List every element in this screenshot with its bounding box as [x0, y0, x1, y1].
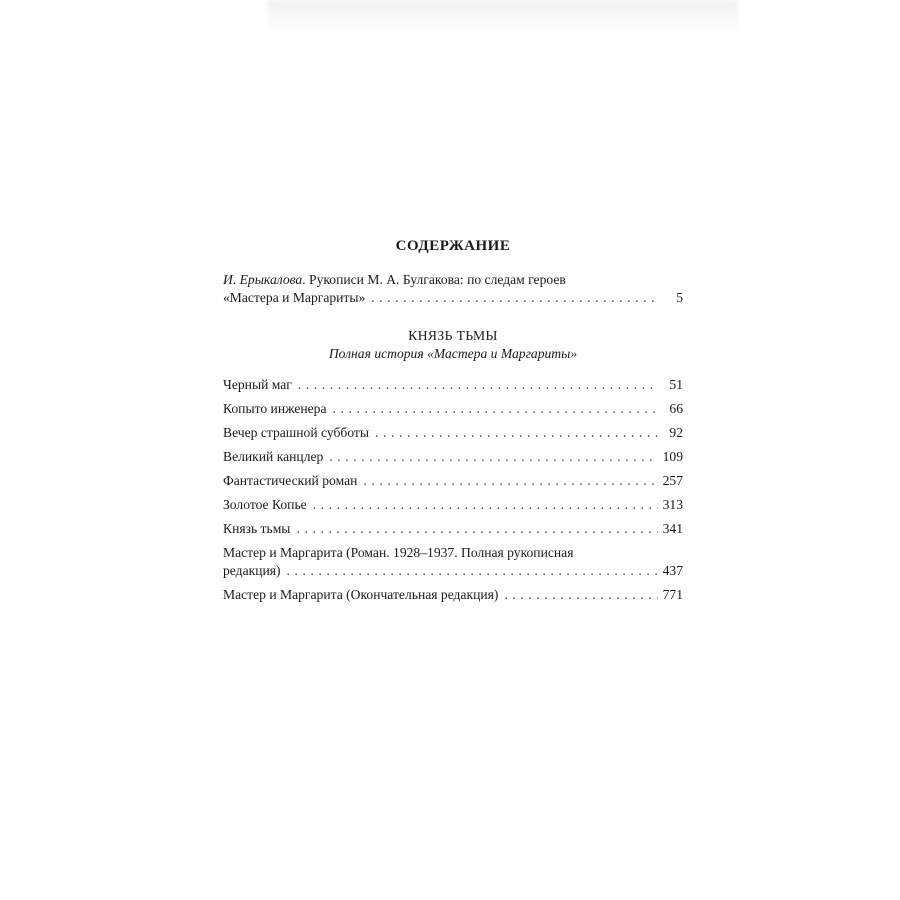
toc-entry-title: Великий канцлер — [223, 449, 324, 464]
toc-entry-title: . Рукописи М. А. Булгакова: по следам героев — [302, 272, 566, 287]
toc-entry — [223, 472, 683, 490]
toc-entry — [223, 586, 683, 604]
toc-entry-page: 109 — [662, 449, 683, 464]
toc-entry-page: 66 — [669, 401, 683, 416]
show-through-text — [268, 0, 738, 34]
dot-leader — [375, 424, 658, 442]
dot-leader — [298, 376, 658, 394]
dot-leader — [313, 496, 658, 514]
toc-entry-title-cont: редакция) — [223, 563, 281, 578]
toc-entry-title-cont: «Мастера и Маргариты» — [223, 290, 366, 305]
section-subtitle: Полная история «Мастера и Маргариты» — [328, 346, 578, 361]
table-of-contents — [223, 238, 683, 610]
toc-entry — [223, 376, 683, 394]
toc-entry-line — [223, 289, 683, 307]
toc-entry — [223, 496, 683, 514]
toc-entry-page: 257 — [662, 473, 683, 488]
dot-leader — [296, 520, 658, 538]
toc-entry-title: Вечер страшной субботы — [223, 425, 370, 440]
dot-leader — [329, 448, 658, 466]
toc-entry-page: 341 — [662, 521, 683, 536]
dot-leader — [287, 562, 658, 580]
toc-entry-page: 92 — [669, 425, 683, 440]
toc-entry-page: 5 — [676, 290, 683, 305]
page-title: СОДЕРЖАНИЕ — [395, 238, 511, 254]
toc-entry-author: И. Ерыкалова — [223, 272, 303, 287]
toc-entry-title: Золотое Копье — [223, 497, 307, 512]
toc-entry-line — [223, 562, 683, 580]
dot-leader — [363, 472, 658, 490]
dot-leader — [504, 586, 658, 604]
dot-leader — [371, 289, 658, 307]
toc-entry — [223, 424, 683, 442]
toc-entry-page: 313 — [662, 497, 683, 512]
toc-entry-title-line — [223, 271, 683, 289]
toc-entry-title: Черный маг — [223, 377, 292, 392]
toc-entry-title: Фантастический роман — [223, 473, 358, 488]
toc-entry-title: Князь тьмы — [223, 521, 291, 536]
toc-entry — [223, 520, 683, 538]
toc-entry — [223, 448, 683, 466]
toc-entry-title: Копыто инженера — [223, 401, 327, 416]
section-heading: КНЯЗЬ ТЬМЫ — [408, 328, 498, 343]
toc-entry-title: Мастер и Маргарита (Окончательная редакция) — [223, 587, 499, 602]
toc-entry — [223, 400, 683, 418]
toc-entry-page: 771 — [662, 587, 683, 602]
dot-leader — [333, 400, 659, 418]
toc-entry-page: 51 — [669, 377, 683, 392]
toc-entry-page: 437 — [662, 563, 683, 578]
toc-entry-intro — [223, 271, 683, 307]
toc-entry — [223, 544, 683, 580]
toc-entry-title: Мастер и Маргарита (Роман. 1928–1937. Полная рукописная — [223, 545, 574, 560]
